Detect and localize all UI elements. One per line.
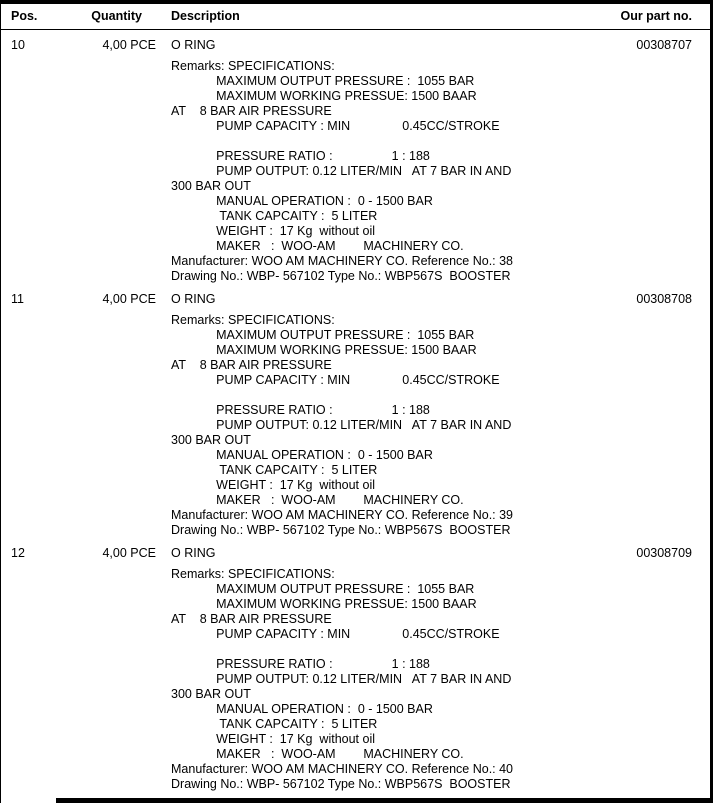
remark-line: MANUAL OPERATION : 0 - 1500 BAR — [171, 194, 433, 208]
remark-line: Manufacturer: WOO AM MACHINERY CO. Reference No.: 40 — [171, 762, 514, 776]
item-quantity: 4,00 PCE — [102, 546, 156, 560]
remark-line: AT 8 BAR AIR PRESSURE — [171, 358, 332, 372]
remark-line: PRESSURE RATIO : 1 : 188 — [171, 403, 430, 417]
remark-line: WEIGHT : 17 Kg without oil — [171, 224, 376, 238]
remark-line: PUMP CAPACITY : MIN 0.45CC/STROKE — [171, 627, 500, 641]
remark-line: MANUAL OPERATION : 0 - 1500 BAR — [171, 702, 433, 716]
item-part-no: 00308707 — [636, 38, 692, 52]
item-remarks — [171, 313, 700, 538]
item-quantity: 4,00 PCE — [102, 292, 156, 306]
remark-line: MAXIMUM OUTPUT PRESSURE : 1055 BAR — [171, 74, 475, 88]
remark-line: 300 BAR OUT — [171, 179, 251, 193]
remark-line — [171, 134, 700, 149]
remark-line: 300 BAR OUT — [171, 687, 251, 701]
table-row — [1, 38, 710, 284]
item-remarks — [171, 59, 700, 284]
remark-line: MAKER : WOO-AM MACHINERY CO. — [171, 493, 464, 507]
remark-line: MAXIMUM WORKING PRESSUE: 1500 BAAR — [171, 597, 477, 611]
remark-line: 300 BAR OUT — [171, 433, 251, 447]
header-pos: Pos. — [11, 9, 38, 23]
item-title-row — [1, 38, 710, 53]
remark-line: MAXIMUM WORKING PRESSUE: 1500 BAAR — [171, 89, 477, 103]
remark-line: Drawing No.: WBP- 567102 Type No.: WBP567S BOOSTER — [171, 777, 511, 791]
remark-line: PUMP CAPACITY : MIN 0.45CC/STROKE — [171, 373, 500, 387]
remark-line: TANK CAPCAITY : 5 LITER — [171, 463, 378, 477]
remark-line: PRESSURE RATIO : 1 : 188 — [171, 149, 430, 163]
item-pos: 12 — [11, 546, 25, 560]
remark-line: Remarks: SPECIFICATIONS: — [171, 567, 335, 581]
remark-line: MAKER : WOO-AM MACHINERY CO. — [171, 239, 464, 253]
item-title-row — [1, 292, 710, 307]
item-part-no: 00308709 — [636, 546, 692, 560]
remark-line: MAKER : WOO-AM MACHINERY CO. — [171, 747, 464, 761]
remark-line: AT 8 BAR AIR PRESSURE — [171, 612, 332, 626]
item-remarks — [171, 567, 700, 792]
item-part-no: 00308708 — [636, 292, 692, 306]
table-header-row — [1, 4, 710, 30]
remark-line: PUMP CAPACITY : MIN 0.45CC/STROKE — [171, 119, 500, 133]
item-title-row — [1, 546, 710, 561]
table-row — [1, 546, 710, 792]
item-description: O RING — [171, 38, 216, 52]
remark-line: TANK CAPCAITY : 5 LITER — [171, 717, 378, 731]
remark-line: PUMP OUTPUT: 0.12 LITER/MIN AT 7 BAR IN AND — [171, 164, 512, 178]
page-bottom-bar — [56, 798, 710, 803]
item-description: O RING — [171, 546, 216, 560]
table-row — [1, 292, 710, 538]
remark-line: Manufacturer: WOO AM MACHINERY CO. Reference No.: 39 — [171, 508, 514, 522]
item-description: O RING — [171, 292, 216, 306]
remark-line: Drawing No.: WBP- 567102 Type No.: WBP567S BOOSTER — [171, 269, 511, 283]
header-quantity: Quantity — [91, 9, 142, 23]
remark-line: PRESSURE RATIO : 1 : 188 — [171, 657, 430, 671]
item-pos: 10 — [11, 38, 25, 52]
remark-line: MAXIMUM WORKING PRESSUE: 1500 BAAR — [171, 343, 477, 357]
header-part-no: Our part no. — [620, 9, 692, 23]
remark-line: AT 8 BAR AIR PRESSURE — [171, 104, 332, 118]
remark-line: MAXIMUM OUTPUT PRESSURE : 1055 BAR — [171, 328, 475, 342]
remark-line: PUMP OUTPUT: 0.12 LITER/MIN AT 7 BAR IN AND — [171, 672, 512, 686]
remark-line — [171, 388, 700, 403]
header-description: Description — [171, 9, 240, 23]
remark-line: Remarks: SPECIFICATIONS: — [171, 59, 335, 73]
item-quantity: 4,00 PCE — [102, 38, 156, 52]
remark-line: WEIGHT : 17 Kg without oil — [171, 478, 376, 492]
remark-line: Remarks: SPECIFICATIONS: — [171, 313, 335, 327]
remark-line — [171, 642, 700, 657]
remark-line: Drawing No.: WBP- 567102 Type No.: WBP567S BOOSTER — [171, 523, 511, 537]
remark-line: MANUAL OPERATION : 0 - 1500 BAR — [171, 448, 433, 462]
remark-line: WEIGHT : 17 Kg without oil — [171, 732, 376, 746]
remark-line: MAXIMUM OUTPUT PRESSURE : 1055 BAR — [171, 582, 475, 596]
item-pos: 11 — [11, 292, 24, 306]
remark-line: TANK CAPCAITY : 5 LITER — [171, 209, 378, 223]
remark-line: Manufacturer: WOO AM MACHINERY CO. Reference No.: 38 — [171, 254, 514, 268]
remark-line: PUMP OUTPUT: 0.12 LITER/MIN AT 7 BAR IN AND — [171, 418, 512, 432]
